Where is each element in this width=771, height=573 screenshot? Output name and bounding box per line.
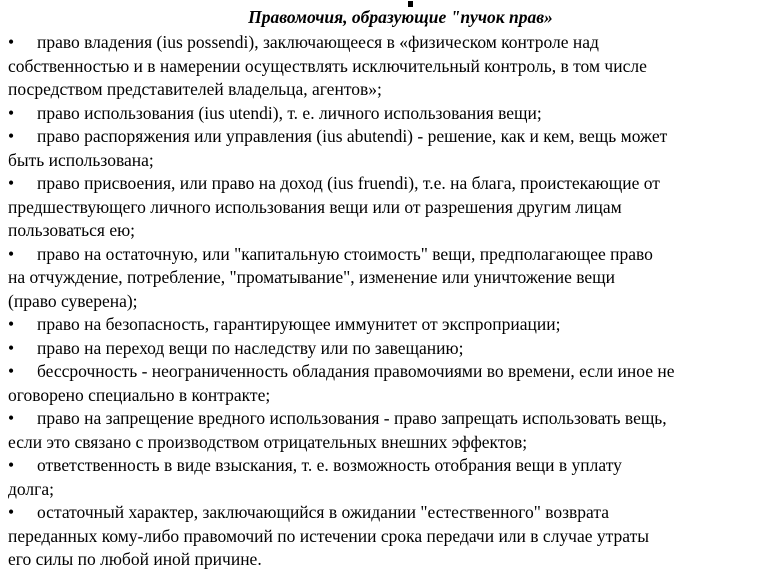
list-item xyxy=(8,313,766,337)
list-item-text: право на безопасность, гарантирующее иммунитет от экспроприации; xyxy=(37,314,561,334)
bullet-icon: • xyxy=(8,126,15,146)
bullet-icon: • xyxy=(8,173,15,193)
list-item-text: право присвоения, или право на доход (ius fruendi), т.е. на блага, проистекающие от предшествующего личного использования вещи или от разрешения другим лицам пользоваться ею; xyxy=(8,173,660,240)
list-item-text: ответственность в виде взыскания, т. е. возможность отобрания вещи в уплату долга; xyxy=(8,455,622,499)
bullet-icon: • xyxy=(8,32,15,52)
list-item xyxy=(8,337,766,361)
list-item xyxy=(8,454,766,501)
list-item xyxy=(8,31,766,102)
bullet-icon: • xyxy=(8,408,15,428)
list-item-text: право на переход вещи по наследству или по завещанию; xyxy=(37,337,464,358)
bullet-icon: • xyxy=(8,502,15,522)
list-item xyxy=(8,501,766,572)
bullet-icon: • xyxy=(8,243,15,264)
document-title xyxy=(0,6,771,28)
list-item-text: бессрочность - неограниченность обладания правомочиями во времени, если иное не оговорено специально в контракте; xyxy=(8,361,675,405)
list-item-text: право использования (ius utendi), т. е. личного использования вещи; xyxy=(37,102,542,123)
list-item xyxy=(8,360,766,407)
bullet-icon: • xyxy=(8,361,15,381)
list-item xyxy=(8,407,766,454)
list-item-text: право владения (ius possendi), заключающееся в «физическом контроле над собственностью и в намерении осуществлять исключительный контроль, в том числе посредством представителей владельца, агентов»; xyxy=(8,32,647,99)
list-item xyxy=(8,125,766,172)
document-title-text: Правомочия, образующие "пучок прав» xyxy=(248,7,553,27)
list-item xyxy=(8,102,766,126)
list-item-text: право на остаточную, или "капитальную стоимость" вещи, предполагающее право на отчуждение, потребление, "проматывание", изменение или уничтожение вещи (право суверена); xyxy=(8,243,653,311)
list-item xyxy=(8,172,766,243)
bullet-icon: • xyxy=(8,314,15,334)
list-item-text: право на запрещение вредного использования - право запрещать использовать вещь, если это связано с производством отрицательных внешних эффектов; xyxy=(8,408,667,452)
bullet-icon: • xyxy=(8,337,15,358)
bullet-icon: • xyxy=(8,455,15,475)
rights-list xyxy=(8,31,766,572)
list-item xyxy=(8,243,766,314)
list-item-text: право распоряжения или управления (ius abutendi) - решение, как и кем, вещь может быть использована; xyxy=(8,126,668,170)
list-item-text: остаточный характер, заключающийся в ожидании "естественного" возврата переданных кому-либо правомочий по истечении срока передачи или в случае утраты его силы по любой иной причине. xyxy=(8,502,649,569)
bullet-icon: • xyxy=(8,102,15,123)
